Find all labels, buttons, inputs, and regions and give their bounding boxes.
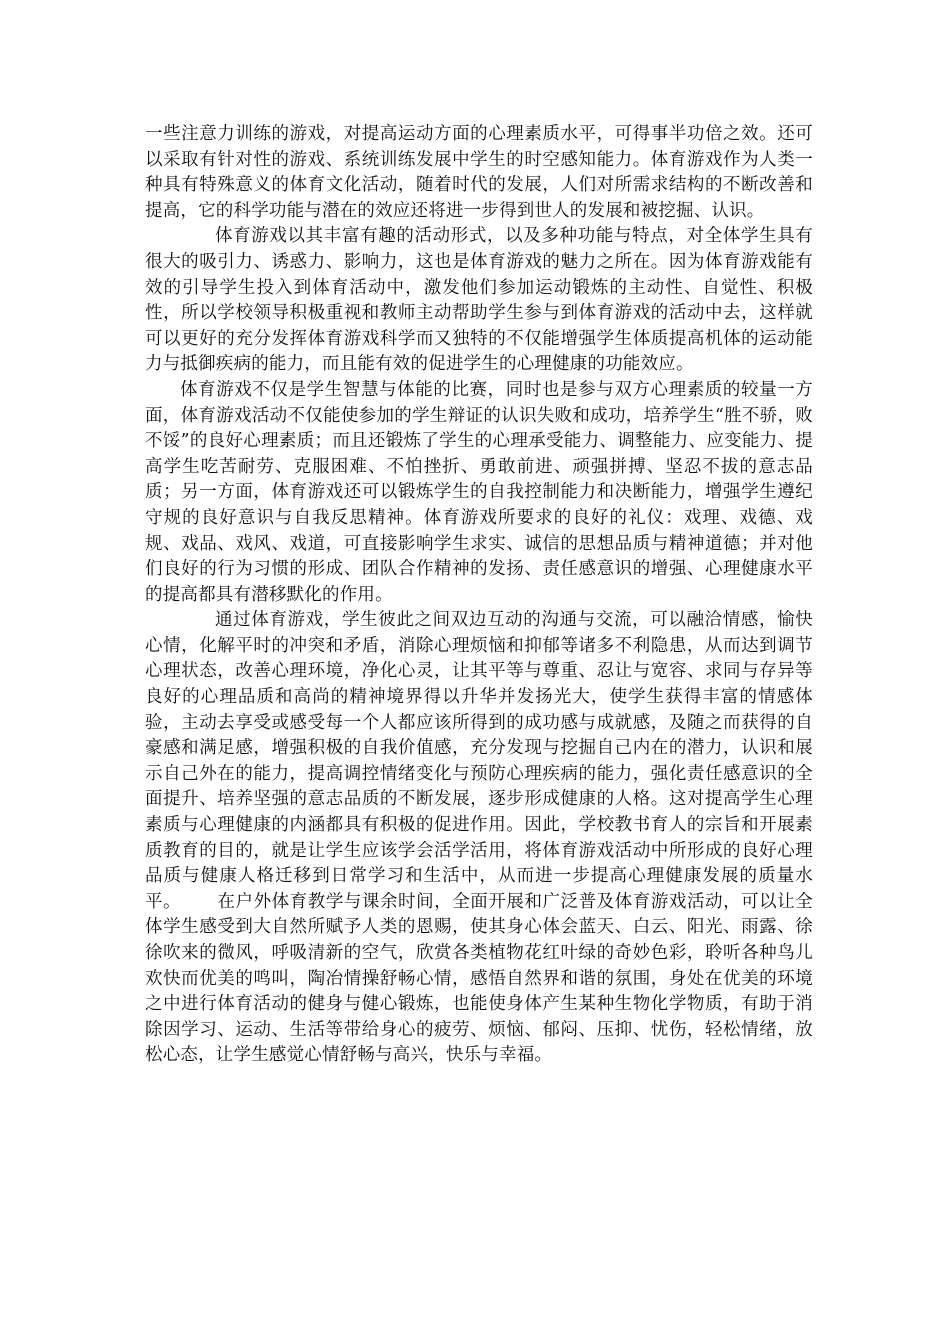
paragraph-2: 体育游戏以其丰富有趣的活动形式，以及多种功能与特点，对全体学生具有很大的吸引力、诱惑力、影响力，这也是体育游戏的魅力之所在。因为体育游戏能有效的引导学生投入到体育活动中，激发他们参加运动锻炼的主动性、自觉性、积极性，所以学校领导积极重视和教师主动帮助学生参与到体育游戏的活动中去，这样就可以更好的充分发挥体育游戏科学而又独特的不仅能增强学生体质提高机体的运动能力与抵御疾病的能力，而且能有效的促进学生的心理健康的功能效应。: [145, 226, 813, 375]
document-body: [145, 122, 813, 1069]
paragraph-3: 体育游戏不仅是学生智慧与体能的比赛，同时也是参与双方心理素质的较量一方面，体育游戏活动不仅能使参加的学生辩证的认识失败和成功，培养学生“胜不骄，败不馁”的良好心理素质；而且还锻炼了学生的心理承受能力、调整能力、应变能力、提高学生吃苦耐劳、克服困难、不怕挫折、勇敢前进、顽强拼搏、坚忍不拔的意志品质；另一方面，体育游戏还可以锻炼学生的自我控制能力和决断能力，增强学生遵纪守规的良好意识与自我反思精神。体育游戏所要求的良好的礼仪：戏理、戏德、戏规、戏品、戏风、戏道，可直接影响学生求实、诚信的思想品质与精神道德；并对他们良好的行为习惯的形成、团队合作精神的发扬、责任感意识的增强、心理健康水平的提高都具有潜移默化的作用。: [145, 379, 813, 605]
paragraph-5-text: 在户外体育教学与课余时间，全面开展和广泛普及体育游戏活动，可以让全体学生感受到大自然所赋予人类的恩赐，使其身心体会蓝天、白云、阳光、雨露、徐徐吹来的微风，呼吸清新的空气，欣赏各类植物花红叶绿的奇妙色彩，聆听各种鸟儿欢快而优美的鸣叫，陶冶情操舒畅心情，感悟自然界和谐的氛围，身处在优美的环境之中进行体育活动的健身与健心锻炼，也能使身体产生某种生物化学物质，有助于消除因学习、运动、生活等带给身心的疲劳、烦恼、郁闷、压抑、忧伤，轻松情绪，放松心态，让学生感觉心情舒畅与高兴，快乐与幸福。: [145, 891, 813, 1066]
paragraph-4-text: 通过体育游戏，学生彼此之间双边互动的沟通与交流，可以融洽情感，愉快心情，化解平时的冲突和矛盾，消除心理烦恼和抑郁等诸多不利隐患，从而达到调节心理状态，改善心理环境，净化心灵，让其平等与尊重、忍让与宽容、求同与存异等良好的心理品质和高尚的精神境界得以升华并发扬光大，使学生获得丰富的情感体验，主动去享受或感受每一个人都应该所得到的成功感与成就感，及随之而获得的自豪感和满足感，增强积极的自我价值感，充分发现与挖掘自己内在的潜力，认识和展示自己外在的能力，提高调控情绪变化与预防心理疾病的能力，强化责任感意识的全面提升、培养坚强的意志品质的不断发展，逐步形成健康的人格。这对提高学生心理素质与心理健康的内涵都具有积极的促进作用。因此，学校教书育人的宗旨和开展素质教育的目的，就是让学生应该学会活学活用，将体育游戏活动中所形成的良好心理品质与健康人格迁移到日常学习和生活中，从而进一步提高心理健康发展的质量水平。: [145, 610, 813, 912]
paragraph-4: [145, 608, 813, 1069]
paragraph-1: 一些注意力训练的游戏，对提高运动方面的心理素质水平，可得事半功倍之效。还可以采取有针对性的游戏、系统训练发展中学生的时空感知能力。体育游戏作为人类一种具有特殊意义的体育文化活动，随着时代的发展，人们对所需求结构的不断改善和提高，它的科学功能与潜在的效应还将进一步得到世人的发展和被挖掘、认识。: [145, 124, 813, 221]
